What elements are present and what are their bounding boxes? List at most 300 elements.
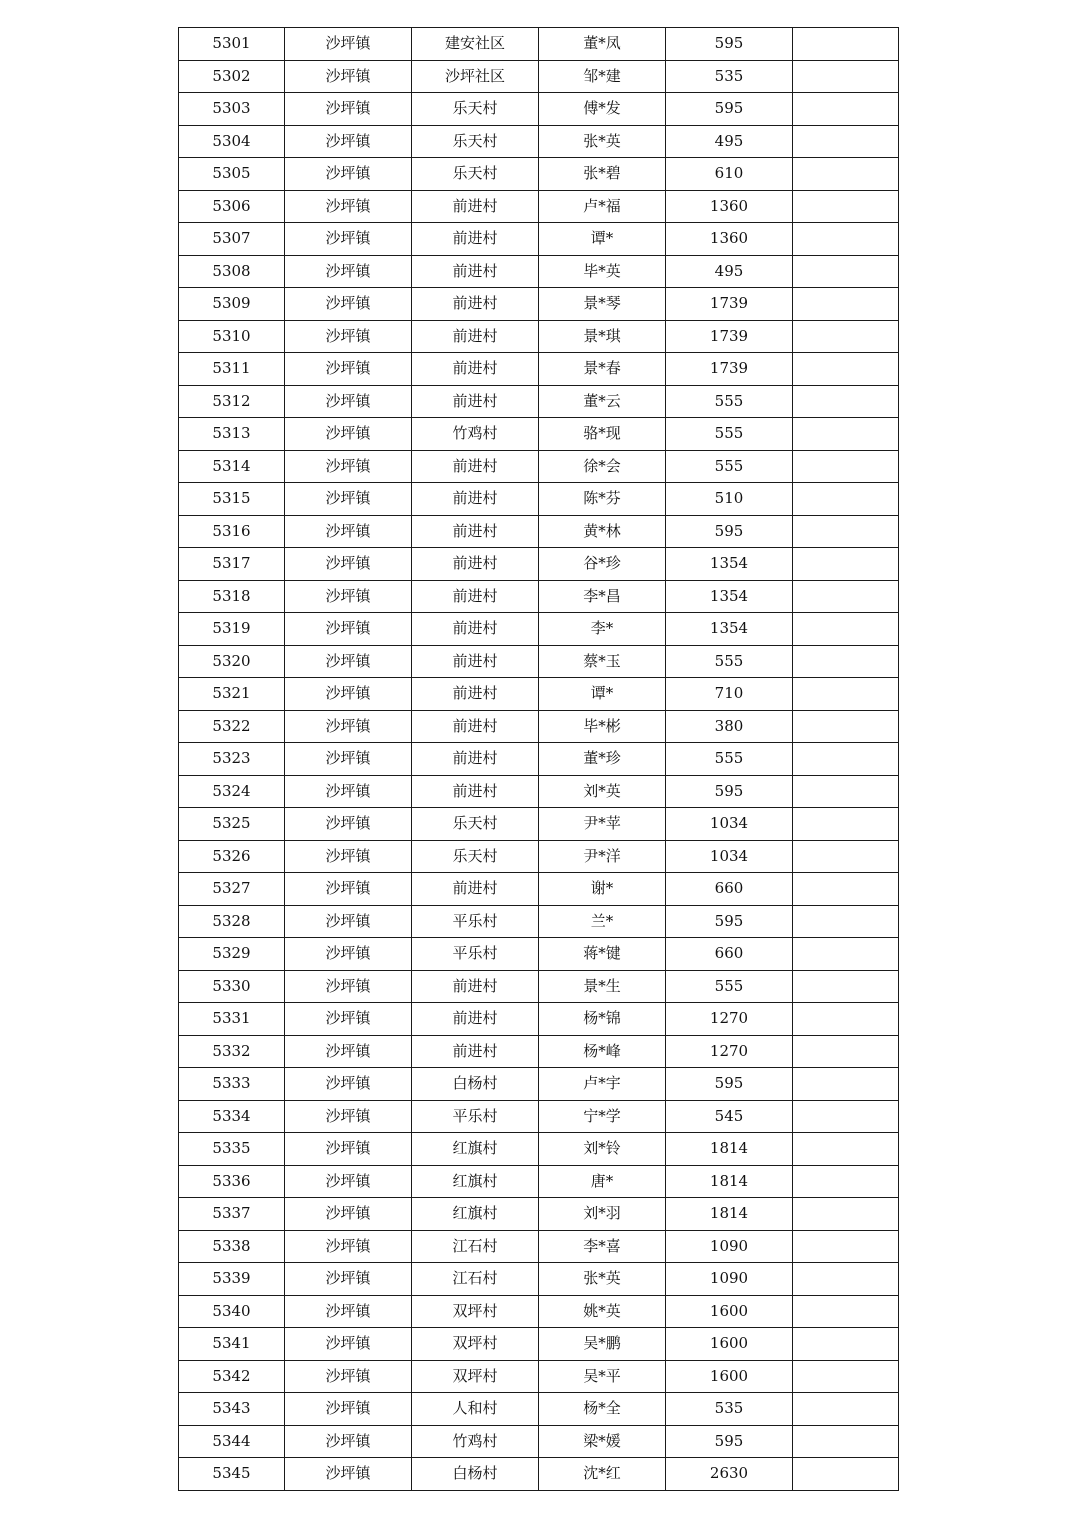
cell-village: 乐天村 (412, 125, 539, 158)
cell-amount: 1090 (666, 1230, 793, 1263)
cell-amount: 1739 (666, 353, 793, 386)
cell-town: 沙坪镇 (285, 353, 412, 386)
cell-serial-number: 5342 (179, 1360, 285, 1393)
cell-note (793, 483, 899, 516)
cell-person-name: 兰* (539, 905, 666, 938)
table-row (179, 60, 899, 93)
cell-village: 前进村 (412, 613, 539, 646)
cell-note (793, 1133, 899, 1166)
cell-serial-number: 5345 (179, 1458, 285, 1491)
cell-serial-number: 5341 (179, 1328, 285, 1361)
cell-person-name: 张*英 (539, 125, 666, 158)
cell-person-name: 宁*学 (539, 1100, 666, 1133)
cell-amount: 710 (666, 678, 793, 711)
cell-note (793, 255, 899, 288)
records-table (178, 27, 899, 1491)
cell-village: 前进村 (412, 353, 539, 386)
cell-serial-number: 5314 (179, 450, 285, 483)
table-row (179, 548, 899, 581)
cell-village: 前进村 (412, 873, 539, 906)
cell-amount: 660 (666, 873, 793, 906)
table-row (179, 353, 899, 386)
cell-town: 沙坪镇 (285, 580, 412, 613)
table-row (179, 710, 899, 743)
cell-village: 前进村 (412, 288, 539, 321)
cell-village: 双坪村 (412, 1328, 539, 1361)
cell-town: 沙坪镇 (285, 60, 412, 93)
cell-town: 沙坪镇 (285, 450, 412, 483)
cell-amount: 595 (666, 1068, 793, 1101)
cell-serial-number: 5312 (179, 385, 285, 418)
cell-amount: 545 (666, 1100, 793, 1133)
table-row (179, 1360, 899, 1393)
table-row (179, 1133, 899, 1166)
cell-note (793, 60, 899, 93)
cell-note (793, 1100, 899, 1133)
cell-amount: 1354 (666, 548, 793, 581)
cell-serial-number: 5340 (179, 1295, 285, 1328)
cell-note (793, 418, 899, 451)
cell-town: 沙坪镇 (285, 840, 412, 873)
cell-note (793, 1068, 899, 1101)
cell-person-name: 吴*鹏 (539, 1328, 666, 1361)
table-row (179, 743, 899, 776)
cell-town: 沙坪镇 (285, 1003, 412, 1036)
cell-note (793, 320, 899, 353)
cell-serial-number: 5329 (179, 938, 285, 971)
cell-serial-number: 5303 (179, 93, 285, 126)
table-row (179, 678, 899, 711)
cell-town: 沙坪镇 (285, 158, 412, 191)
cell-town: 沙坪镇 (285, 255, 412, 288)
cell-village: 平乐村 (412, 1100, 539, 1133)
cell-village: 平乐村 (412, 938, 539, 971)
cell-village: 江石村 (412, 1263, 539, 1296)
table-row (179, 125, 899, 158)
cell-person-name: 张*碧 (539, 158, 666, 191)
cell-serial-number: 5339 (179, 1263, 285, 1296)
cell-village: 前进村 (412, 645, 539, 678)
cell-person-name: 骆*现 (539, 418, 666, 451)
cell-village: 乐天村 (412, 93, 539, 126)
cell-note (793, 1393, 899, 1426)
cell-amount: 610 (666, 158, 793, 191)
cell-town: 沙坪镇 (285, 1263, 412, 1296)
cell-person-name: 董*珍 (539, 743, 666, 776)
table-row (179, 1035, 899, 1068)
cell-amount: 555 (666, 385, 793, 418)
cell-serial-number: 5323 (179, 743, 285, 776)
cell-person-name: 蔡*玉 (539, 645, 666, 678)
cell-note (793, 710, 899, 743)
cell-serial-number: 5305 (179, 158, 285, 191)
cell-village: 平乐村 (412, 905, 539, 938)
cell-amount: 555 (666, 743, 793, 776)
cell-town: 沙坪镇 (285, 775, 412, 808)
cell-serial-number: 5324 (179, 775, 285, 808)
table-row (179, 873, 899, 906)
cell-note (793, 1360, 899, 1393)
cell-person-name: 毕*彬 (539, 710, 666, 743)
cell-person-name: 傅*发 (539, 93, 666, 126)
cell-note (793, 1295, 899, 1328)
table-row (179, 970, 899, 1003)
cell-amount: 1600 (666, 1328, 793, 1361)
cell-serial-number: 5330 (179, 970, 285, 1003)
cell-amount: 2630 (666, 1458, 793, 1491)
cell-town: 沙坪镇 (285, 548, 412, 581)
cell-amount: 1814 (666, 1133, 793, 1166)
table-row (179, 418, 899, 451)
cell-town: 沙坪镇 (285, 645, 412, 678)
cell-amount: 1600 (666, 1295, 793, 1328)
cell-village: 沙坪社区 (412, 60, 539, 93)
cell-note (793, 775, 899, 808)
cell-amount: 1034 (666, 808, 793, 841)
cell-village: 前进村 (412, 223, 539, 256)
cell-serial-number: 5331 (179, 1003, 285, 1036)
cell-town: 沙坪镇 (285, 613, 412, 646)
cell-serial-number: 5332 (179, 1035, 285, 1068)
cell-amount: 555 (666, 450, 793, 483)
cell-serial-number: 5316 (179, 515, 285, 548)
table-row (179, 93, 899, 126)
table-row (179, 1230, 899, 1263)
cell-village: 江石村 (412, 1230, 539, 1263)
cell-village: 前进村 (412, 255, 539, 288)
cell-town: 沙坪镇 (285, 223, 412, 256)
cell-person-name: 景*琪 (539, 320, 666, 353)
cell-serial-number: 5317 (179, 548, 285, 581)
cell-village: 前进村 (412, 483, 539, 516)
cell-note (793, 385, 899, 418)
cell-town: 沙坪镇 (285, 970, 412, 1003)
cell-note (793, 288, 899, 321)
table-row (179, 255, 899, 288)
table-row (179, 580, 899, 613)
cell-amount: 595 (666, 515, 793, 548)
cell-serial-number: 5310 (179, 320, 285, 353)
table-row (179, 613, 899, 646)
cell-village: 竹鸡村 (412, 1425, 539, 1458)
cell-amount: 595 (666, 28, 793, 61)
cell-serial-number: 5320 (179, 645, 285, 678)
table-row (179, 1458, 899, 1491)
cell-person-name: 蒋*键 (539, 938, 666, 971)
table-row (179, 288, 899, 321)
cell-town: 沙坪镇 (285, 1458, 412, 1491)
cell-village: 乐天村 (412, 808, 539, 841)
cell-note (793, 1230, 899, 1263)
cell-town: 沙坪镇 (285, 938, 412, 971)
cell-serial-number: 5308 (179, 255, 285, 288)
cell-town: 沙坪镇 (285, 1133, 412, 1166)
cell-serial-number: 5301 (179, 28, 285, 61)
cell-town: 沙坪镇 (285, 1035, 412, 1068)
cell-village: 前进村 (412, 710, 539, 743)
cell-person-name: 黄*林 (539, 515, 666, 548)
cell-person-name: 张*英 (539, 1263, 666, 1296)
cell-amount: 595 (666, 93, 793, 126)
cell-town: 沙坪镇 (285, 483, 412, 516)
cell-town: 沙坪镇 (285, 93, 412, 126)
table-row (179, 158, 899, 191)
cell-village: 前进村 (412, 775, 539, 808)
cell-serial-number: 5337 (179, 1198, 285, 1231)
cell-note (793, 1263, 899, 1296)
cell-village: 双坪村 (412, 1360, 539, 1393)
cell-note (793, 515, 899, 548)
cell-amount: 1034 (666, 840, 793, 873)
table-row (179, 938, 899, 971)
cell-note (793, 1035, 899, 1068)
cell-village: 前进村 (412, 548, 539, 581)
table-row (179, 1165, 899, 1198)
cell-amount: 660 (666, 938, 793, 971)
cell-person-name: 谢* (539, 873, 666, 906)
cell-amount: 510 (666, 483, 793, 516)
table-row (179, 515, 899, 548)
cell-amount: 1600 (666, 1360, 793, 1393)
cell-note (793, 1165, 899, 1198)
cell-village: 前进村 (412, 580, 539, 613)
cell-note (793, 353, 899, 386)
cell-person-name: 谭* (539, 223, 666, 256)
cell-amount: 555 (666, 418, 793, 451)
cell-village: 前进村 (412, 450, 539, 483)
cell-amount: 595 (666, 1425, 793, 1458)
table-row (179, 1263, 899, 1296)
cell-person-name: 景*琴 (539, 288, 666, 321)
cell-note (793, 840, 899, 873)
cell-amount: 1354 (666, 613, 793, 646)
cell-amount: 1739 (666, 288, 793, 321)
cell-person-name: 尹*洋 (539, 840, 666, 873)
cell-person-name: 邹*建 (539, 60, 666, 93)
cell-village: 前进村 (412, 743, 539, 776)
cell-village: 白杨村 (412, 1458, 539, 1491)
cell-note (793, 1328, 899, 1361)
cell-serial-number: 5325 (179, 808, 285, 841)
cell-town: 沙坪镇 (285, 1328, 412, 1361)
cell-person-name: 徐*会 (539, 450, 666, 483)
cell-note (793, 808, 899, 841)
cell-amount: 1354 (666, 580, 793, 613)
cell-serial-number: 5335 (179, 1133, 285, 1166)
cell-note (793, 125, 899, 158)
cell-person-name: 梁*媛 (539, 1425, 666, 1458)
cell-village: 红旗村 (412, 1133, 539, 1166)
table-row (179, 320, 899, 353)
cell-amount: 555 (666, 645, 793, 678)
cell-note (793, 548, 899, 581)
cell-person-name: 董*凤 (539, 28, 666, 61)
table-row (179, 483, 899, 516)
cell-town: 沙坪镇 (285, 1198, 412, 1231)
cell-village: 竹鸡村 (412, 418, 539, 451)
table-row (179, 450, 899, 483)
cell-village: 建安社区 (412, 28, 539, 61)
cell-town: 沙坪镇 (285, 678, 412, 711)
cell-serial-number: 5334 (179, 1100, 285, 1133)
cell-serial-number: 5328 (179, 905, 285, 938)
cell-note (793, 1003, 899, 1036)
cell-note (793, 158, 899, 191)
cell-note (793, 970, 899, 1003)
table-row (179, 1198, 899, 1231)
cell-note (793, 905, 899, 938)
cell-town: 沙坪镇 (285, 515, 412, 548)
cell-note (793, 580, 899, 613)
cell-note (793, 190, 899, 223)
cell-serial-number: 5319 (179, 613, 285, 646)
cell-serial-number: 5313 (179, 418, 285, 451)
cell-village: 乐天村 (412, 840, 539, 873)
cell-person-name: 陈*芬 (539, 483, 666, 516)
table-row (179, 1003, 899, 1036)
cell-note (793, 678, 899, 711)
cell-town: 沙坪镇 (285, 320, 412, 353)
cell-person-name: 沈*红 (539, 1458, 666, 1491)
cell-amount: 535 (666, 1393, 793, 1426)
cell-note (793, 223, 899, 256)
cell-amount: 1090 (666, 1263, 793, 1296)
cell-person-name: 吴*平 (539, 1360, 666, 1393)
cell-amount: 1814 (666, 1165, 793, 1198)
cell-person-name: 景*生 (539, 970, 666, 1003)
cell-town: 沙坪镇 (285, 418, 412, 451)
cell-serial-number: 5321 (179, 678, 285, 711)
cell-person-name: 刘*羽 (539, 1198, 666, 1231)
cell-note (793, 28, 899, 61)
cell-person-name: 景*春 (539, 353, 666, 386)
cell-serial-number: 5315 (179, 483, 285, 516)
table-row (179, 808, 899, 841)
cell-serial-number: 5306 (179, 190, 285, 223)
cell-town: 沙坪镇 (285, 1425, 412, 1458)
cell-village: 前进村 (412, 320, 539, 353)
cell-town: 沙坪镇 (285, 1393, 412, 1426)
cell-person-name: 唐* (539, 1165, 666, 1198)
table-row (179, 905, 899, 938)
cell-amount: 1360 (666, 190, 793, 223)
cell-note (793, 645, 899, 678)
cell-note (793, 1425, 899, 1458)
table-row (179, 1100, 899, 1133)
cell-village: 红旗村 (412, 1198, 539, 1231)
cell-town: 沙坪镇 (285, 873, 412, 906)
cell-village: 前进村 (412, 970, 539, 1003)
cell-serial-number: 5343 (179, 1393, 285, 1426)
cell-town: 沙坪镇 (285, 1165, 412, 1198)
cell-person-name: 卢*宇 (539, 1068, 666, 1101)
cell-village: 白杨村 (412, 1068, 539, 1101)
cell-amount: 1270 (666, 1003, 793, 1036)
cell-person-name: 李*昌 (539, 580, 666, 613)
cell-note (793, 743, 899, 776)
table-row (179, 775, 899, 808)
cell-amount: 1360 (666, 223, 793, 256)
cell-town: 沙坪镇 (285, 905, 412, 938)
cell-amount: 1270 (666, 1035, 793, 1068)
cell-serial-number: 5326 (179, 840, 285, 873)
cell-town: 沙坪镇 (285, 190, 412, 223)
cell-amount: 595 (666, 775, 793, 808)
cell-serial-number: 5304 (179, 125, 285, 158)
cell-amount: 495 (666, 125, 793, 158)
cell-serial-number: 5327 (179, 873, 285, 906)
cell-person-name: 杨*全 (539, 1393, 666, 1426)
cell-serial-number: 5311 (179, 353, 285, 386)
table-row (179, 385, 899, 418)
cell-town: 沙坪镇 (285, 710, 412, 743)
cell-note (793, 873, 899, 906)
cell-town: 沙坪镇 (285, 288, 412, 321)
cell-serial-number: 5307 (179, 223, 285, 256)
cell-person-name: 杨*峰 (539, 1035, 666, 1068)
cell-town: 沙坪镇 (285, 125, 412, 158)
cell-person-name: 姚*英 (539, 1295, 666, 1328)
cell-village: 前进村 (412, 385, 539, 418)
cell-town: 沙坪镇 (285, 808, 412, 841)
cell-note (793, 93, 899, 126)
table-row (179, 223, 899, 256)
cell-person-name: 谭* (539, 678, 666, 711)
cell-note (793, 1198, 899, 1231)
cell-person-name: 杨*锦 (539, 1003, 666, 1036)
cell-note (793, 613, 899, 646)
table-row (179, 1425, 899, 1458)
cell-town: 沙坪镇 (285, 385, 412, 418)
cell-village: 前进村 (412, 515, 539, 548)
cell-amount: 1814 (666, 1198, 793, 1231)
table-row (179, 28, 899, 61)
cell-village: 前进村 (412, 1035, 539, 1068)
cell-town: 沙坪镇 (285, 28, 412, 61)
cell-serial-number: 5336 (179, 1165, 285, 1198)
cell-person-name: 刘*英 (539, 775, 666, 808)
cell-village: 前进村 (412, 1003, 539, 1036)
cell-village: 前进村 (412, 190, 539, 223)
table-row (179, 840, 899, 873)
cell-note (793, 1458, 899, 1491)
cell-person-name: 李*喜 (539, 1230, 666, 1263)
cell-person-name: 尹*苹 (539, 808, 666, 841)
cell-amount: 555 (666, 970, 793, 1003)
cell-village: 乐天村 (412, 158, 539, 191)
cell-person-name: 谷*珍 (539, 548, 666, 581)
cell-town: 沙坪镇 (285, 1230, 412, 1263)
cell-town: 沙坪镇 (285, 1068, 412, 1101)
table-row (179, 1295, 899, 1328)
cell-town: 沙坪镇 (285, 1360, 412, 1393)
table-row (179, 1393, 899, 1426)
cell-amount: 595 (666, 905, 793, 938)
cell-person-name: 毕*英 (539, 255, 666, 288)
cell-serial-number: 5344 (179, 1425, 285, 1458)
cell-amount: 1739 (666, 320, 793, 353)
table-row (179, 645, 899, 678)
cell-serial-number: 5338 (179, 1230, 285, 1263)
cell-serial-number: 5333 (179, 1068, 285, 1101)
cell-village: 双坪村 (412, 1295, 539, 1328)
table-row (179, 1328, 899, 1361)
table-row (179, 190, 899, 223)
cell-amount: 535 (666, 60, 793, 93)
cell-serial-number: 5302 (179, 60, 285, 93)
cell-town: 沙坪镇 (285, 1100, 412, 1133)
cell-serial-number: 5309 (179, 288, 285, 321)
